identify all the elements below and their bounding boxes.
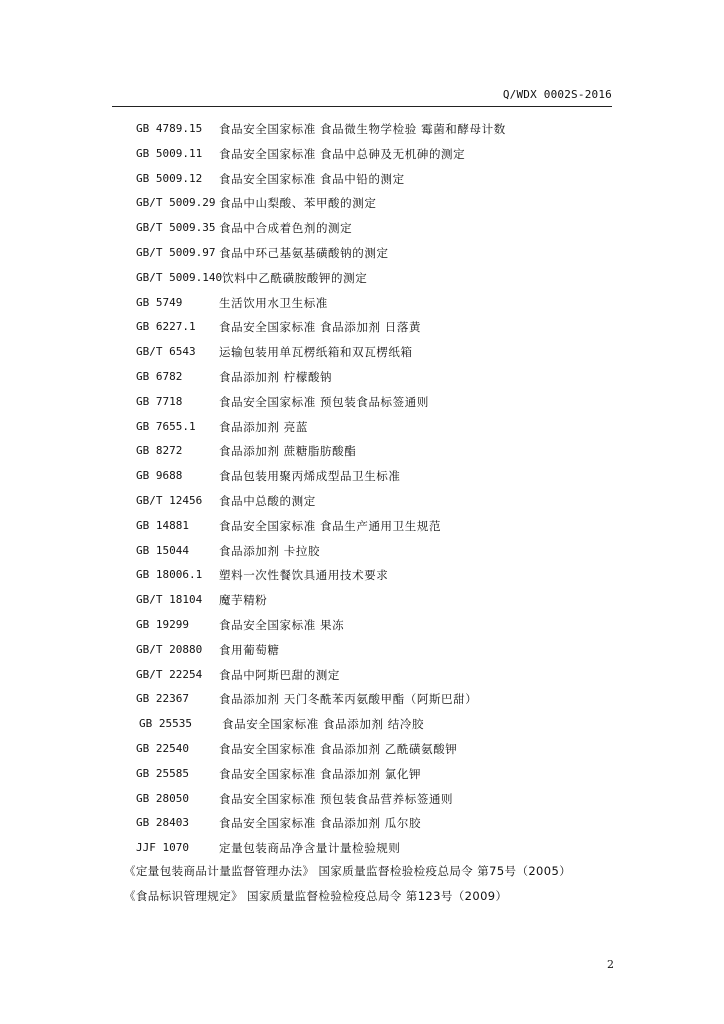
- reference-row: [136, 563, 636, 588]
- reference-row: [136, 117, 636, 142]
- reference-row: [136, 241, 636, 266]
- standard-code: JJF 1070: [136, 841, 189, 855]
- reference-row: [136, 191, 636, 216]
- standard-code: GB 5009.11: [136, 146, 203, 160]
- standard-code: GB 6227.1: [136, 320, 196, 334]
- reference-row: [136, 687, 636, 712]
- standard-title: 食品安全国家标准 食品生产通用卫生规范: [219, 518, 442, 533]
- reference-row: [136, 712, 636, 737]
- standard-code: GB 14881: [136, 518, 189, 532]
- standard-code: GB/T 12456: [136, 493, 203, 507]
- reference-row: [136, 663, 636, 688]
- normative-reference-list: [136, 117, 636, 861]
- standard-code: GB 5009.12: [136, 171, 203, 185]
- standard-code: GB/T 20880: [136, 642, 203, 656]
- standard-code: GB/T 5009.29: [136, 196, 216, 210]
- standard-code: GB 25585: [136, 766, 189, 780]
- standard-title: 食品安全国家标准 预包装食品营养标签通则: [219, 791, 454, 806]
- standard-title: 食品包装用聚丙烯成型品卫生标准: [219, 469, 401, 484]
- standard-title: 食品安全国家标准 预包装食品标签通则: [219, 394, 429, 409]
- standard-title: 食品安全国家标准 食品中铅的测定: [219, 171, 405, 186]
- standard-title: 塑料一次性餐饮具通用技术要求: [219, 568, 389, 583]
- standard-code: GB 18006.1: [136, 568, 203, 582]
- standard-title: 食品中阿斯巴甜的测定: [219, 667, 340, 682]
- standard-title: 食品添加剂 卡拉胶: [219, 543, 321, 558]
- standard-title: 食品安全国家标准 食品添加剂 氯化钾: [219, 766, 422, 781]
- regulation-item: 《定量包装商品计量监督管理办法》 国家质量监督检验检疫总局令 第75号（2005）: [124, 864, 572, 878]
- standard-code: GB 22367: [136, 692, 189, 706]
- reference-row: [136, 464, 636, 489]
- standard-code: GB/T 18104: [136, 593, 203, 607]
- reference-row: [136, 638, 636, 663]
- standard-code: GB 15044: [136, 543, 189, 557]
- standard-title: 食品添加剂 柠檬酸钠: [219, 369, 333, 384]
- standard-code: GB/T 5009.35: [136, 221, 216, 235]
- reference-row: [136, 167, 636, 192]
- standard-code: GB 9688: [136, 469, 183, 483]
- reference-row: [136, 514, 636, 539]
- standard-title: 食品中山梨酸、苯甲酸的测定: [219, 196, 377, 211]
- standard-title: 食品添加剂 天门冬酰苯丙氨酸甲酯（阿斯巴甜）: [219, 692, 478, 707]
- reference-row: [136, 415, 636, 440]
- reference-row: [136, 836, 636, 861]
- standard-title: 食品中环己基氨基磺酸钠的测定: [219, 245, 389, 260]
- standard-code: GB 28403: [136, 816, 189, 830]
- reference-row: [136, 489, 636, 514]
- reference-row: [136, 216, 636, 241]
- reference-row: [136, 291, 636, 316]
- standard-title: 运输包装用单瓦楞纸箱和双瓦楞纸箱: [219, 345, 413, 360]
- reference-row: [136, 811, 636, 836]
- standard-title: 食品安全国家标准 食品微生物学检验 霉菌和酵母计数: [219, 122, 506, 136]
- reference-row: [136, 613, 636, 638]
- reference-row: [136, 439, 636, 464]
- standard-code: GB/T 5009.97: [136, 245, 216, 259]
- standard-code: GB/T 6543: [136, 345, 196, 359]
- document-code: Q/WDX 0002S-2016: [502, 88, 612, 101]
- reference-row: [136, 340, 636, 365]
- reference-row: [136, 737, 636, 762]
- standard-title: 食品安全国家标准 食品添加剂 结冷胶: [222, 717, 425, 732]
- regulation-list: [124, 859, 571, 909]
- standard-code: GB 4789.15: [136, 122, 203, 135]
- standard-code: GB 25535: [139, 717, 192, 731]
- standard-code: GB/T 22254: [136, 667, 203, 681]
- regulation-item: 《食品标识管理规定》 国家质量监督检验检疫总局令 第123号（2009）: [124, 888, 508, 903]
- reference-row: [136, 266, 636, 291]
- standard-title: 食用葡萄糖: [219, 642, 280, 657]
- standard-code: GB 28050: [136, 791, 189, 805]
- reference-row: [136, 762, 636, 787]
- standard-title: 食品安全国家标准 食品添加剂 日落黄: [219, 320, 422, 335]
- reference-row: [136, 390, 636, 415]
- reference-row: [136, 539, 636, 564]
- standard-title: 食品安全国家标准 食品添加剂 乙酰磺氨酸钾: [219, 741, 458, 756]
- reference-row: [136, 365, 636, 390]
- standard-title: 食品安全国家标准 果冻: [219, 617, 345, 632]
- standard-title: 定量包装商品净含量计量检验规则: [219, 841, 401, 856]
- standard-title: 食品添加剂 亮蓝: [219, 419, 308, 434]
- standard-title: 魔芋精粉: [219, 593, 268, 608]
- page-number: 2: [607, 958, 614, 971]
- standard-title: 生活饮用水卫生标准: [219, 295, 328, 310]
- reference-row: [136, 787, 636, 812]
- standard-code: GB 8272: [136, 444, 183, 458]
- standard-title: 饮料中乙酰磺胺酸钾的测定: [222, 270, 368, 285]
- reference-row: [136, 142, 636, 167]
- standard-title: 食品安全国家标准 食品中总砷及无机砷的测定: [219, 146, 466, 161]
- standard-code: GB 6782: [136, 369, 183, 383]
- standard-code: GB 5749: [136, 295, 183, 309]
- standard-code: GB 19299: [136, 617, 189, 631]
- standard-code: GB 22540: [136, 741, 189, 755]
- standard-title: 食品中合成着色剂的测定: [219, 221, 353, 236]
- standard-title: 食品添加剂 蔗糖脂肪酸酯: [219, 444, 357, 459]
- standard-code: GB 7655.1: [136, 419, 196, 433]
- standard-title: 食品中总酸的测定: [219, 493, 316, 508]
- reference-row: [136, 588, 636, 613]
- standard-code: GB 7718: [136, 394, 183, 408]
- standard-title: 食品安全国家标准 食品添加剂 瓜尔胶: [219, 816, 422, 831]
- reference-row: [136, 315, 636, 340]
- header-rule: [112, 106, 612, 107]
- standard-code: GB/T 5009.140: [136, 270, 223, 284]
